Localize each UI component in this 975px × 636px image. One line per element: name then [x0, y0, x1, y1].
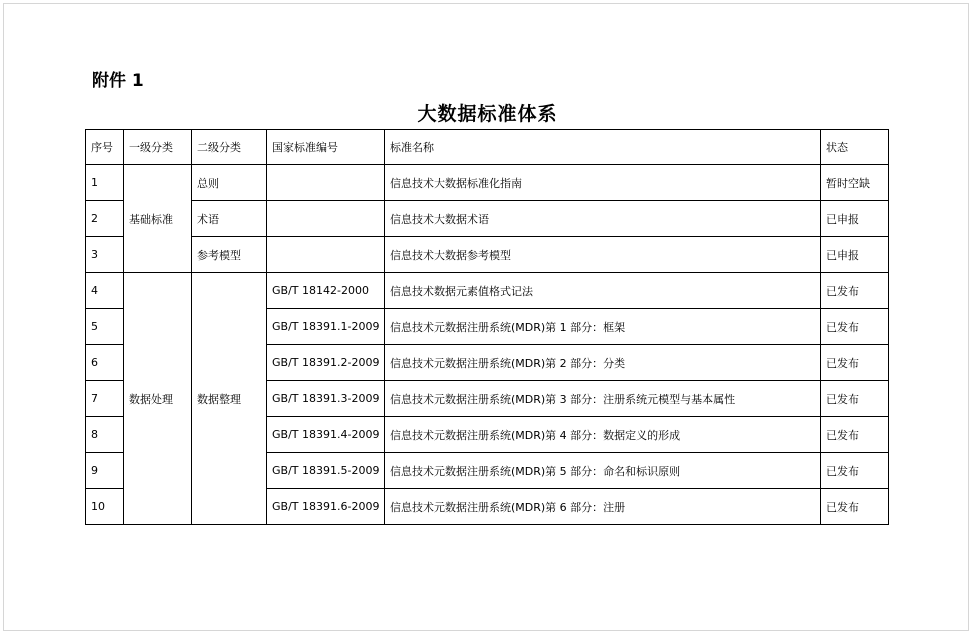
- header-status: 状态: [821, 130, 889, 165]
- std-no-cell: GB/T 18391.2-2009: [267, 345, 385, 381]
- table-row: [86, 201, 889, 237]
- level1-cell: 数据处理: [124, 273, 192, 525]
- status-cell: 已发布: [821, 309, 889, 345]
- document-title: 大数据标准体系: [417, 103, 558, 125]
- std-name-cell: 信息技术元数据注册系统(MDR)第 6 部分：注册: [385, 489, 821, 525]
- row-no: 9: [86, 453, 124, 489]
- row-no: 4: [86, 273, 124, 309]
- std-no-cell: GB/T 18391.6-2009: [267, 489, 385, 525]
- level1-cell: 基础标准: [124, 165, 192, 273]
- row-no: 6: [86, 345, 124, 381]
- level2-cell: 总则: [192, 165, 267, 201]
- std-no-cell: [267, 201, 385, 237]
- std-no-cell: [267, 237, 385, 273]
- row-no: 8: [86, 417, 124, 453]
- std-name-cell: 信息技术大数据参考模型: [385, 237, 821, 273]
- std-name-cell: 信息技术元数据注册系统(MDR)第 5 部分：命名和标识原则: [385, 453, 821, 489]
- header-no: 序号: [86, 130, 124, 165]
- status-cell: 已发布: [821, 453, 889, 489]
- std-name-cell: 信息技术大数据术语: [385, 201, 821, 237]
- row-no: 7: [86, 381, 124, 417]
- level2-cell: 术语: [192, 201, 267, 237]
- row-no: 1: [86, 165, 124, 201]
- status-cell: 已发布: [821, 381, 889, 417]
- attachment-label: 附件 1: [92, 71, 144, 91]
- status-cell: 已发布: [821, 273, 889, 309]
- std-no-cell: GB/T 18142-2000: [267, 273, 385, 309]
- std-name-cell: 信息技术数据元素值格式记法: [385, 273, 821, 309]
- table-row: [86, 165, 889, 201]
- status-cell: 已发布: [821, 345, 889, 381]
- status-cell: 暂时空缺: [821, 165, 889, 201]
- table-row: [86, 273, 889, 309]
- std-name-cell: 信息技术元数据注册系统(MDR)第 4 部分：数据定义的形成: [385, 417, 821, 453]
- row-no: 5: [86, 309, 124, 345]
- row-no: 2: [86, 201, 124, 237]
- std-name-cell: 信息技术大数据标准化指南: [385, 165, 821, 201]
- std-no-cell: [267, 165, 385, 201]
- status-cell: 已发布: [821, 489, 889, 525]
- std-name-cell: 信息技术元数据注册系统(MDR)第 1 部分：框架: [385, 309, 821, 345]
- header-std-no: 国家标准编号: [267, 130, 385, 165]
- status-cell: 已申报: [821, 201, 889, 237]
- std-name-cell: 信息技术元数据注册系统(MDR)第 3 部分：注册系统元模型与基本属性: [385, 381, 821, 417]
- row-no: 3: [86, 237, 124, 273]
- std-no-cell: GB/T 18391.5-2009: [267, 453, 385, 489]
- standards-table: [85, 129, 889, 525]
- level2-cell: 数据整理: [192, 273, 267, 525]
- level2-cell: 参考模型: [192, 237, 267, 273]
- status-cell: 已申报: [821, 237, 889, 273]
- table-row: [86, 237, 889, 273]
- std-name-cell: 信息技术元数据注册系统(MDR)第 2 部分：分类: [385, 345, 821, 381]
- std-no-cell: GB/T 18391.4-2009: [267, 417, 385, 453]
- row-no: 10: [86, 489, 124, 525]
- header-std-name: 标准名称: [385, 130, 821, 165]
- header-level1: 一级分类: [124, 130, 192, 165]
- status-cell: 已发布: [821, 417, 889, 453]
- std-no-cell: GB/T 18391.3-2009: [267, 381, 385, 417]
- header-level2: 二级分类: [192, 130, 267, 165]
- table-header-row: [86, 130, 889, 165]
- std-no-cell: GB/T 18391.1-2009: [267, 309, 385, 345]
